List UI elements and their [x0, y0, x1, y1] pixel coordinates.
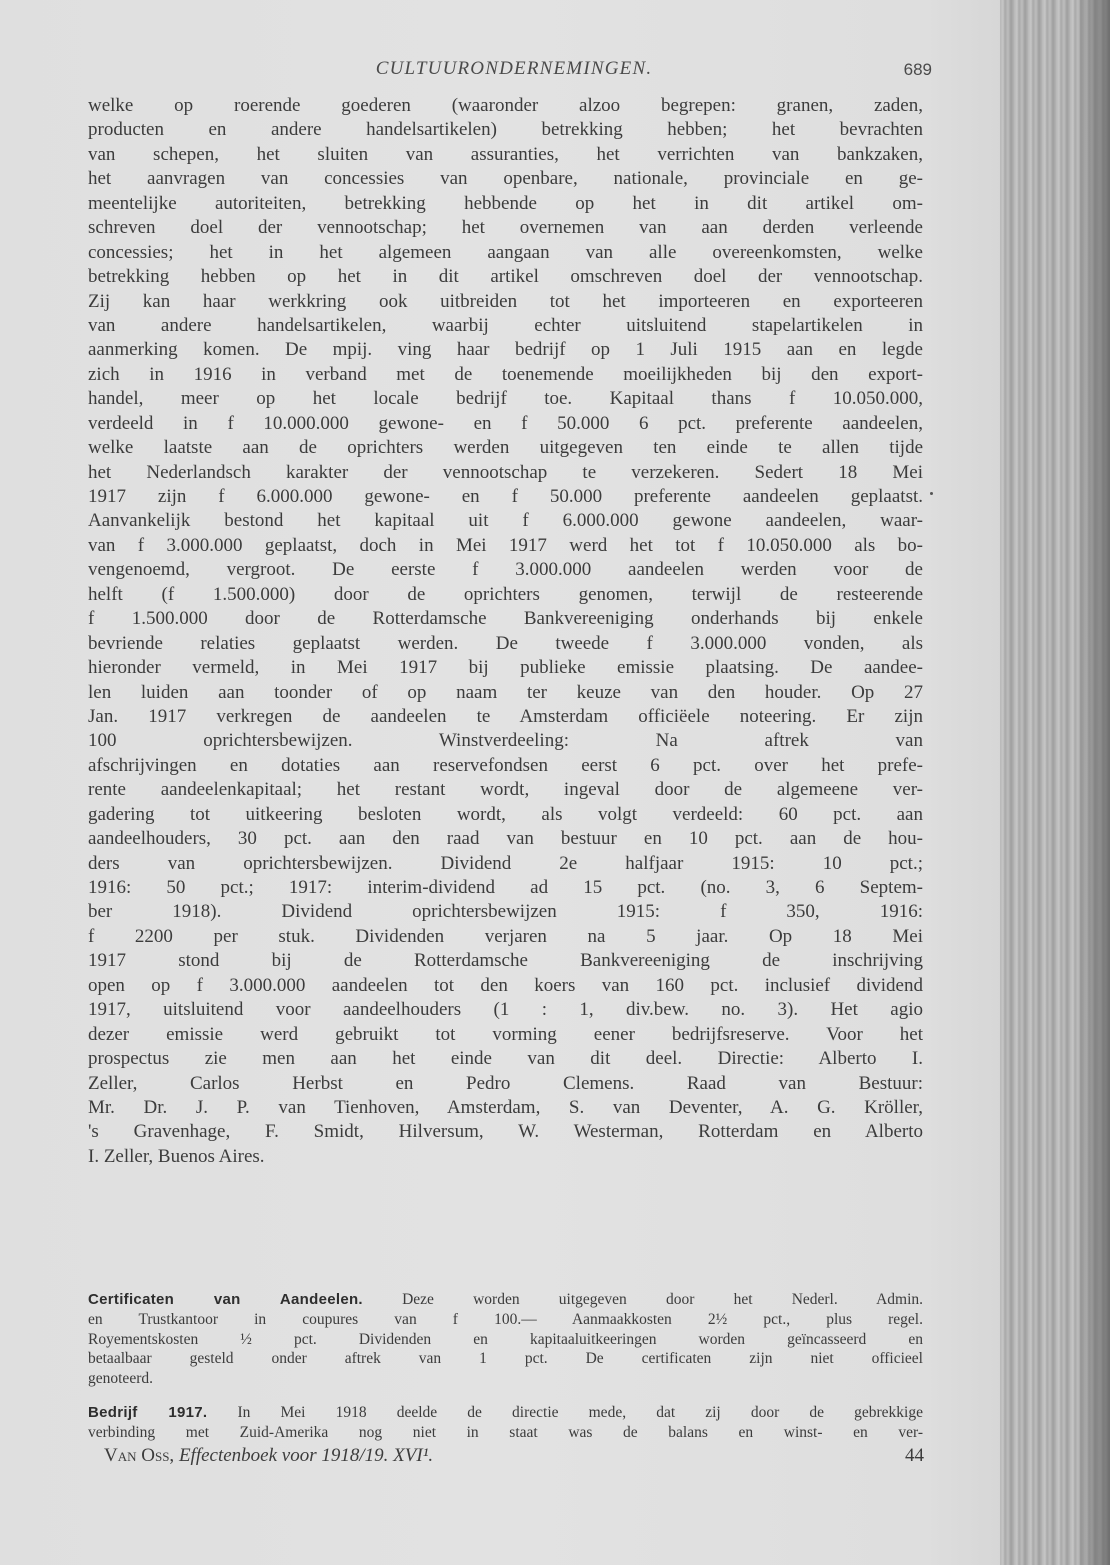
- text-line-dividend: ders van oprichtersbewijzen. Dividend 2e halfjaar 1915: 10 pct.;: [88, 852, 923, 874]
- section-first-line: [88, 1290, 923, 1310]
- text-line: aanmerking komen. De mpij. ving haar bedrijf op 1 Juli 1915 aan en legde: [88, 339, 923, 361]
- book-title: Effectenboek voor 1918/19.: [178, 1445, 389, 1466]
- text-line: Zij kan haar werkkring ook uitbreiden tot het importeeren en exporteeren: [88, 290, 923, 312]
- text-line: welke laatste aan de oprichters werden uitgegeven ten einde te allen tijde: [88, 437, 923, 459]
- text-line: genoteerd.: [88, 1370, 153, 1388]
- text-line: In Mei 1918 deelde de directie mede, dat zij door de gebrekkige: [237, 1404, 923, 1421]
- text-line: 's Gravenhage, F. Smidt, Hilversum, W. Westerman, Rotterdam en Alberto: [88, 1121, 923, 1143]
- text-line: concessies; het in het algemeen aangaan van alle overeenkomsten, welke: [88, 241, 923, 263]
- certificaten-heading: Certificaten van Aandeelen.: [88, 1291, 363, 1308]
- book-signature: [104, 1445, 433, 1467]
- text-line: 1916: 50 pct.; 1917: interim-dividend ad 15 pct. (no. 3, 6 Septem-: [88, 877, 923, 898]
- bedrijf-heading: Bedrijf 1917.: [88, 1404, 208, 1421]
- text-line: welke op roerende goederen (waaronder alzoo begrepen: granen, zaden,: [88, 95, 923, 116]
- text-line: verdeeld in f 10.000.000 gewone- en f 50.000 6 pct. preferente aandeelen,: [88, 412, 923, 434]
- volume: XVI¹.: [393, 1445, 434, 1466]
- text-line-winstverdeeling: 100 oprichtersbewijzen. Winstverdeeling: Na aftrek van: [88, 730, 923, 752]
- text-line: Royementskosten ½ pct. Dividenden en kapitaaluitkeeringen worden geïncasseerd en: [88, 1330, 923, 1348]
- text-line: f 1.500.000 door de Rotterdamsche Bankvereeniging onderhands bij enkele: [88, 608, 923, 630]
- text-line: bevriende relaties geplaatst werden. De tweede f 3.000.000 vonden, als: [88, 632, 923, 654]
- text-line: hieronder vermeld, in Mei 1917 bij publieke emissie plaatsing. De aandee-: [88, 657, 923, 679]
- text-line: vengenoemd, vergroot. De eerste f 3.000.000 aandeelen werden voor de: [88, 559, 923, 581]
- text-line: Jan. 1917 verkregen de aandeelen te Amsterdam officiëele noteering. Er zijn: [88, 705, 923, 727]
- text-line: van f 3.000.000 geplaatst, doch in Mei 1917 werd het tot f 10.050.000 als bo-: [88, 534, 923, 556]
- text-line: 1917 zijn f 6.000.000 gewone- en f 50.000 preferente aandeelen geplaatst.: [88, 486, 923, 507]
- text-line: gadering tot uitkeering besloten wordt, als volgt verdeeld: 60 pct. aan: [88, 803, 923, 825]
- text-line: helft (f 1.500.000) door de oprichters genomen, terwijl de resteerende: [88, 583, 923, 605]
- text-line: dezer emissie werd gebruikt tot vorming eener bedrijfsreserve. Voor het: [88, 1023, 923, 1045]
- text-line: Aanvankelijk bestond het kapitaal uit f 6.000.000 gewone aandeelen, waar-: [88, 510, 923, 532]
- section-title: CULTUURONDERNEMINGEN.: [375, 58, 653, 79]
- text-line: Deze worden uitgegeven door het Nederl. Admin.: [402, 1291, 923, 1308]
- speck-mark: [930, 492, 933, 495]
- bedrijf-section: [88, 1403, 923, 1443]
- text-line: 1917 stond bij de Rotterdamsche Bankvereeniging de inschrijving: [88, 950, 923, 972]
- main-paragraph: [88, 94, 923, 1169]
- text-line: schreven doel der vennootschap; het overnemen van aan derden verleende: [88, 217, 923, 239]
- running-head: [88, 58, 940, 88]
- text-line: zich in 1916 in verband met de toenemende moeilijkheden bij den export-: [88, 363, 923, 385]
- text-line-verjaren: f 2200 per stuk. Dividenden verjaren na 5 jaar. Op 18 Mei: [88, 925, 923, 947]
- text-line: en Trustkantoor in coupures van f 100.— Aanmaakkosten 2½ pct., plus regel.: [88, 1310, 923, 1328]
- sheet-number: 44: [905, 1445, 924, 1466]
- certificaten-section: [88, 1290, 923, 1389]
- text-line-kapitaal: handel, meer op het locale bedrijf toe. Kapitaal thans f 10.050.000,: [88, 388, 923, 410]
- text-line: I. Zeller, Buenos Aires.: [88, 1145, 265, 1167]
- text-line: rente aandeelenkapitaal; het restant wordt, ingeval door de algemeene ver-: [88, 779, 923, 801]
- text-line: len luiden aan toonder of op naam ter keuze van den houder. Op 27: [88, 681, 923, 703]
- text-line: betrekking hebben op het in dit artikel omschreven doel der vennootschap.: [88, 266, 923, 288]
- text-line-dividend-oprichters: ber 1918). Dividend oprichtersbewijzen 1915: f 350, 1916:: [88, 901, 923, 923]
- page-footer: [104, 1445, 924, 1471]
- text-line: van schepen, het sluiten van assuranties, het verrichten van bankzaken,: [88, 143, 923, 165]
- text-line: het Nederlandsch karakter der vennootschap te verzekeren. Sedert 18 Mei: [88, 461, 923, 483]
- text-line: verbinding met Zuid-Amerika nog niet in staat was de balans en winst- en ver-: [88, 1423, 923, 1441]
- text-line: van andere handelsartikelen, waarbij echter uitsluitend stapelartikelen in: [88, 314, 923, 336]
- text-line: Mr. Dr. J. P. van Tienhoven, Amsterdam, S. van Deventer, A. G. Kröller,: [88, 1096, 923, 1118]
- author: Van Oss,: [104, 1445, 175, 1466]
- text-line-raad-van-bestuur: Zeller, Carlos Herbst en Pedro Clemens. Raad van Bestuur:: [88, 1072, 923, 1094]
- text-line: open op f 3.000.000 aandeelen tot den koers van 160 pct. inclusief dividend: [88, 974, 923, 996]
- text-line: producten en andere handelsartikelen) betrekking hebben; het bevrachten: [88, 119, 923, 141]
- text-line-directie: prospectus zie men aan het einde van dit deel. Directie: Alberto I.: [88, 1048, 923, 1070]
- text-line: afschrijvingen en dotaties aan reservefondsen eerst 6 pct. over het prefe-: [88, 754, 923, 776]
- text-line: aandeelhouders, 30 pct. aan den raad van bestuur en 10 pct. aan de hou-: [88, 828, 923, 850]
- page-number: 689: [903, 60, 932, 79]
- section-first-line: [88, 1403, 923, 1423]
- text-line: betaalbaar gesteld onder aftrek van 1 pct. De certificaten zijn niet officieel: [88, 1350, 923, 1368]
- book-binding-gutter: [1000, 0, 1110, 1565]
- text-line: meentelijke autoriteiten, betrekking hebbende op het in dit artikel om-: [88, 192, 923, 214]
- text-line: het aanvragen van concessies van openbare, nationale, provinciale en ge-: [88, 168, 923, 190]
- text-line: 1917, uitsluitend voor aandeelhouders (1 : 1, div.bew. no. 3). Het agio: [88, 999, 923, 1021]
